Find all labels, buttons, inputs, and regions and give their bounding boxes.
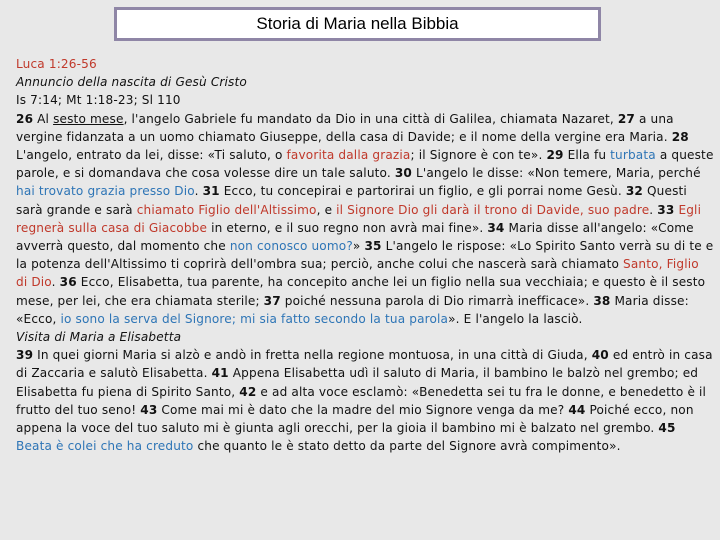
passage-text: ed entrò in casa di Zaccaria e salutò Elisabetta. bbox=[16, 348, 713, 381]
document-body bbox=[16, 55, 714, 455]
passage-text: che quanto le è stato detto da parte del Signore avrà compimento». bbox=[193, 439, 621, 454]
passage-text: Ella fu bbox=[563, 148, 611, 163]
title-box bbox=[114, 7, 601, 41]
passage-text: Ecco, tu concepirai e partorirai un figlio, e gli porrai nome Gesù. bbox=[219, 184, 626, 199]
verse-number: 27 bbox=[617, 111, 635, 126]
passage-text: non conosco uomo? bbox=[229, 239, 353, 254]
passage-text: , e bbox=[316, 202, 337, 217]
verse-number: 40 bbox=[591, 348, 609, 363]
passage-text: io sono la serva del Signore; mi sia fatto secondo la tua parola bbox=[60, 311, 449, 326]
passage-annuncio bbox=[16, 110, 714, 328]
passage-text: e ad alta voce esclamò: «Benedetta sei tu fra le donne, e benedetto è il frutto del tuo seno! bbox=[16, 384, 707, 417]
verse-number: 29 bbox=[546, 148, 564, 163]
passage-text: il Signore Dio gli darà il trono di Davide, suo padre bbox=[336, 202, 650, 217]
passage-text: Ecco, Elisabetta, tua parente, ha concepito anche lei un figlio nella sua vecchiaia; e questo è il sesto mese, per lei, che era chiamata sterile; bbox=[16, 275, 706, 308]
verse-number: 38 bbox=[593, 293, 611, 308]
passage-text: favorita dalla grazia bbox=[286, 148, 411, 163]
verse-number: 26 bbox=[16, 111, 34, 126]
passage-text: . bbox=[194, 184, 203, 199]
passage-text: Maria disse: «Ecco, bbox=[16, 293, 689, 326]
passage-text: hai trovato grazia presso Dio bbox=[16, 184, 195, 199]
passage-text: L'angelo le rispose: «Lo Spirito Santo verrà su di te e la potenza dell'Altissimo ti coprirà dell'ombra sua; perciò, anche colui che nascerà sarà chiamato bbox=[16, 239, 714, 272]
verse-number: 34 bbox=[487, 220, 505, 235]
passage-text: , l'angelo Gabriele fu mandato da Dio in una città di Galilea, chiamata Nazaret, bbox=[123, 111, 618, 126]
verse-number: 32 bbox=[625, 184, 643, 199]
passage-text: ». E l'angelo la lasciò. bbox=[448, 311, 583, 326]
passage-text: . bbox=[51, 275, 60, 290]
verse-number: 30 bbox=[394, 166, 412, 181]
verse-number: 28 bbox=[671, 129, 689, 144]
verse-number: 39 bbox=[16, 348, 34, 363]
passage-text: a queste parole, e si domandava che cosa volesse dire un tale saluto. bbox=[16, 148, 714, 181]
passage-text: . bbox=[649, 202, 658, 217]
verse-number: 35 bbox=[364, 239, 382, 254]
verse-number: 31 bbox=[202, 184, 220, 199]
passage-text: » bbox=[352, 239, 365, 254]
verse-number: 36 bbox=[59, 275, 77, 290]
section-heading-visita: Visita di Maria a Elisabetta bbox=[16, 330, 182, 345]
passage-text: In quei giorni Maria si alzò e andò in fretta nella regione montuosa, in una città di Giuda, bbox=[33, 348, 592, 363]
passage-text: L'angelo le disse: «Non temere, Maria, perché bbox=[412, 166, 701, 181]
verse-number: 43 bbox=[140, 402, 158, 417]
passage-text: Come mai mi è dato che la madre del mio Signore venga da me? bbox=[157, 402, 569, 417]
page-title: Storia di Maria nella Bibbia bbox=[256, 14, 459, 33]
passage-text: L'angelo, entrato da lei, disse: «Ti saluto, o bbox=[16, 148, 287, 163]
passage-text: a una vergine fidanzata a un uomo chiamato Giuseppe, della casa di Davide; e il nome della vergine era Maria. bbox=[16, 111, 674, 144]
passage-text: Maria disse all'angelo: «Come avverrà questo, dal momento che bbox=[16, 220, 694, 254]
passage-text: turbata bbox=[610, 148, 656, 163]
verse-number: 44 bbox=[568, 402, 586, 417]
passage-text: Santo, Figlio di Dio bbox=[16, 257, 699, 290]
passage-text: poiché nessuna parola di Dio rimarrà inefficace». bbox=[280, 293, 594, 308]
verse-number: 33 bbox=[657, 202, 675, 217]
passage-text: Beata è colei che ha creduto bbox=[16, 439, 194, 454]
passage-text: Questi sarà grande e sarà bbox=[16, 184, 687, 217]
verse-number: 42 bbox=[239, 384, 257, 399]
passage-text: sesto mese bbox=[53, 111, 124, 126]
passage-text: in eterno, e il suo regno non avrà mai fine». bbox=[207, 220, 488, 235]
cross-references: Is 7:14; Mt 1:18-23; Sl 110 bbox=[16, 93, 181, 108]
passage-visita bbox=[16, 346, 714, 455]
scripture-reference: Luca 1:26-56 bbox=[16, 57, 97, 71]
verse-number: 41 bbox=[211, 366, 229, 381]
verse-number: 37 bbox=[263, 293, 281, 308]
passage-text: chiamato Figlio dell'Altissimo bbox=[136, 202, 317, 217]
passage-text: Poiché ecco, non appena la voce del tuo saluto mi è giunta agli orecchi, per la gioia il bambino mi è balzato nel grembo. bbox=[16, 402, 694, 436]
passage-text: Al bbox=[33, 111, 54, 126]
passage-text: ; il Signore è con te». bbox=[410, 148, 547, 163]
passage-text: Egli regnerà sulla casa di Giacobbe bbox=[16, 202, 702, 235]
verse-number: 45 bbox=[658, 421, 676, 436]
section-heading-annuncio: Annuncio della nascita di Gesù Cristo bbox=[16, 75, 247, 90]
passage-text: Appena Elisabetta udì il saluto di Maria, il bambino le balzò nel grembo; ed Elisabetta fu piena di Spirito Santo, bbox=[16, 366, 699, 399]
